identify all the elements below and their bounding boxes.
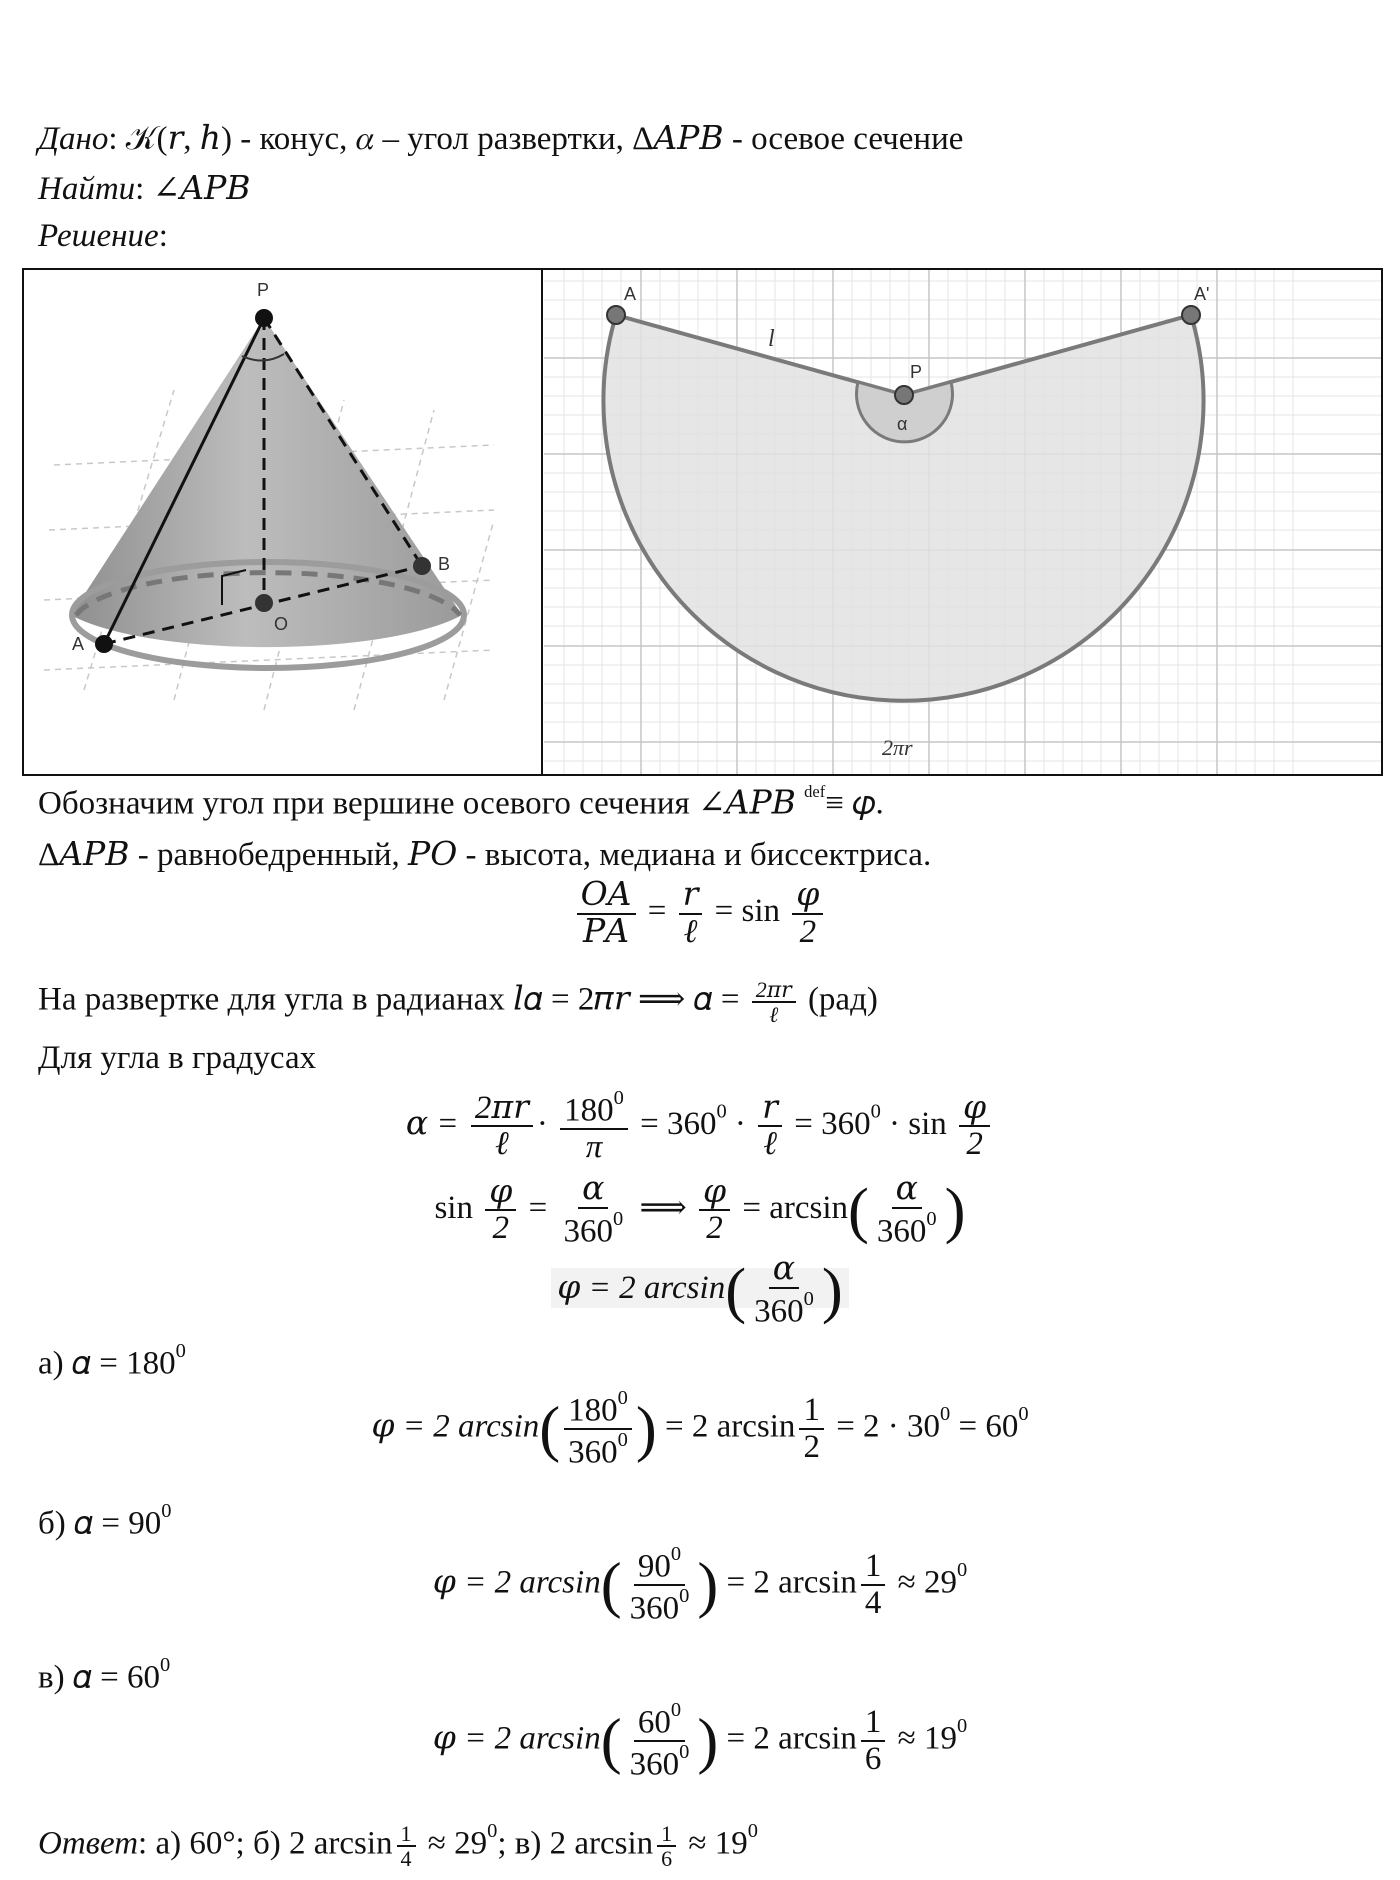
case-b-deg: 0 xyxy=(161,1500,172,1522)
point-o xyxy=(255,594,273,612)
figures-frame xyxy=(22,268,1383,776)
case-b-mid: = 2 arcsin xyxy=(726,1564,857,1601)
case-a-mid: = 2 arcsin xyxy=(665,1408,796,1445)
case-c-lparen: ( xyxy=(600,1705,622,1776)
line1-text: Обозначим угол при вершине осевого сечения ∠𝐴𝑃𝐵 xyxy=(38,785,805,822)
answer-frac1: $\frac{1}{4}$ xyxy=(397,1822,416,1870)
case-a-frac: $\frac{180^0}{360^0}$ xyxy=(564,1388,632,1470)
solution-colon: : xyxy=(158,218,168,254)
case-c-rparen: ) xyxy=(697,1705,719,1776)
figures-svg xyxy=(24,270,1381,774)
sector-figure xyxy=(544,270,1381,774)
case-b-quarter: $\frac{1}{4}$ xyxy=(861,1549,886,1620)
answer-a: : а) 60°; б) 2 arcsin xyxy=(138,1825,393,1862)
case-a-lhs: 𝜑 = 2 arcsin xyxy=(371,1408,540,1445)
sin-text: = sin xyxy=(714,893,781,930)
frac-r-l: $\frac{\text{𝑟}}{\text{ℓ}}$ xyxy=(679,878,703,949)
case-b-deg2: 0 xyxy=(956,1559,968,1582)
line3-end: (рад) xyxy=(799,981,878,1018)
formula-2 xyxy=(0,1088,1400,1165)
case-c-label xyxy=(38,1654,170,1696)
find-text: : ∠𝐴𝑃𝐵 xyxy=(135,171,251,207)
label-l-sector: l xyxy=(768,326,775,352)
case-a-deg2: 0 xyxy=(940,1403,951,1426)
formula-4-highlight xyxy=(551,1251,848,1329)
point-p xyxy=(255,309,273,327)
point-p-sector xyxy=(895,386,913,404)
f2-sin: · sin xyxy=(880,1105,947,1142)
f4-rparen: ) xyxy=(821,1254,843,1325)
line3-text: На развертке для угла в радианах 𝑙𝛼 = 2𝜋𝑟 ⟹ 𝛼 = xyxy=(38,981,748,1018)
answer-line xyxy=(38,1820,758,1870)
label-a2-sector: A' xyxy=(1194,284,1210,304)
line4-text: Для угла в градусах xyxy=(38,1040,317,1076)
case-b-rparen: ) xyxy=(697,1549,719,1620)
cone-figure xyxy=(44,280,494,710)
label-arc-sector: 2πr xyxy=(882,735,913,760)
given-label: Дано xyxy=(38,121,109,157)
formula-3 xyxy=(0,1172,1400,1249)
point-b xyxy=(413,557,431,575)
case-a-text: а) 𝛼 = 180 xyxy=(38,1345,176,1382)
case-b-lhs: 𝜑 = 2 arcsin xyxy=(432,1564,601,1601)
case-b-text: б) 𝛼 = 90 xyxy=(38,1505,162,1542)
answer-deg2: 0 xyxy=(747,1820,759,1842)
case-a-deg3: 0 xyxy=(1018,1403,1029,1426)
formula-1 xyxy=(0,878,1400,949)
case-a-half: $\frac{1}{2}$ xyxy=(799,1393,824,1464)
f2-dot2: · xyxy=(726,1105,755,1142)
case-c-formula xyxy=(0,1700,1400,1782)
case-c-mid: = 2 arcsin xyxy=(726,1720,857,1757)
case-a-deg: 0 xyxy=(175,1340,186,1362)
formula-4 xyxy=(0,1252,1400,1329)
f2-frac1: $\frac{\text{2𝜋𝑟}}{\text{ℓ}}$ xyxy=(471,1091,533,1162)
text-line-3 xyxy=(38,978,878,1026)
case-c-deg: 0 xyxy=(160,1654,171,1676)
f2-dot: · xyxy=(536,1105,548,1142)
f2-frac2: $\frac{180^0}{\pi}$ xyxy=(560,1088,628,1165)
text-line-2 xyxy=(38,834,931,874)
f3-frac1: $\frac{\text{𝜑}}{2}$ xyxy=(485,1175,516,1246)
answer-c: ; в) 2 arcsin xyxy=(497,1825,654,1862)
case-a-rparen: ) xyxy=(635,1393,657,1464)
find-label: Найти xyxy=(38,171,136,207)
solution-label: Решение xyxy=(38,218,159,254)
f4-lhs: 𝜑 = 2 arcsin xyxy=(557,1269,726,1306)
f3-implies: ⟹ xyxy=(639,1189,687,1226)
text-line-4 xyxy=(38,1040,316,1077)
f3-arcsin: = arcsin xyxy=(742,1189,849,1226)
frac-oa-pa: $\frac{\text{𝑂𝐴}}{\text{𝑃𝐴}}$ xyxy=(577,878,636,949)
f2-lhs: 𝛼 = xyxy=(405,1105,459,1142)
answer-deg1: 0 xyxy=(487,1820,498,1842)
f2-deg2: 0 xyxy=(870,1100,881,1123)
f4-lparen: ( xyxy=(725,1254,747,1325)
point-a-sector xyxy=(607,306,625,324)
eq-sign: = xyxy=(647,893,667,930)
frac-phi-2: $\frac{\text{𝜑}}{2}$ xyxy=(792,878,823,949)
answer-d: ≈ 19 xyxy=(680,1825,748,1862)
case-c-lhs: 𝜑 = 2 arcsin xyxy=(432,1720,601,1757)
case-c-frac: $\frac{60^0}{360^0}$ xyxy=(629,1699,690,1783)
case-a-rest2: = 60 xyxy=(950,1408,1019,1445)
label-a-sector: A xyxy=(624,284,637,304)
point-a xyxy=(95,635,113,653)
f3-eq: = xyxy=(528,1189,548,1226)
case-b-lparen: ( xyxy=(600,1549,622,1620)
f3-lparen: ( xyxy=(848,1174,869,1245)
case-c-rest: ≈ 19 xyxy=(897,1720,957,1757)
given-line xyxy=(38,118,963,158)
case-a-label xyxy=(38,1340,186,1382)
point-a2-sector xyxy=(1182,306,1200,324)
answer-b: ≈ 29 xyxy=(419,1825,488,1862)
case-b-label xyxy=(38,1500,171,1542)
answer-frac2: $\frac{1}{6}$ xyxy=(657,1822,676,1870)
f2-mid2: = 360 xyxy=(794,1105,871,1142)
label-p-sector: P xyxy=(910,362,923,382)
f2-frac4: $\frac{\text{𝜑}}{2}$ xyxy=(959,1091,990,1162)
case-a-formula xyxy=(0,1388,1400,1470)
line2-text: Δ𝐴𝑃𝐵 - равнобедренный, 𝑃𝑂 - высота, медиана и биссектриса. xyxy=(38,837,932,873)
label-a: A xyxy=(72,634,85,654)
f3-sin: sin xyxy=(434,1189,473,1226)
f3-rparen: ) xyxy=(944,1174,966,1245)
frac-2pir-l: $\frac{\text{2𝜋𝑟}}{\text{ℓ}}$ xyxy=(752,978,796,1026)
case-c-deg2: 0 xyxy=(956,1715,968,1738)
case-b-formula xyxy=(0,1544,1400,1626)
case-b-frac: $\frac{90^0}{360^0}$ xyxy=(629,1543,690,1627)
answer-label: Ответ xyxy=(38,1825,139,1862)
case-c-text: в) 𝛼 = 60 xyxy=(38,1659,161,1696)
line1-end: ≡ 𝜑. xyxy=(825,785,884,822)
f3-frac3: $\frac{\text{𝜑}}{2}$ xyxy=(699,1175,730,1246)
f2-mid1: = 360 xyxy=(640,1105,717,1142)
label-o: O xyxy=(274,614,289,634)
text-line-1 xyxy=(38,782,884,823)
f3-frac4: $\frac{\text{𝛼}}{360^0}$ xyxy=(876,1171,937,1249)
case-c-sixth: $\frac{1}{6}$ xyxy=(861,1705,886,1776)
case-a-lparen: ( xyxy=(539,1393,561,1464)
sector-fill xyxy=(603,315,1203,701)
solution-line xyxy=(38,218,168,255)
def-mark: def xyxy=(804,782,826,801)
case-b-rest: ≈ 29 xyxy=(897,1564,957,1601)
label-p: P xyxy=(257,280,270,300)
f2-deg1: 0 xyxy=(716,1100,727,1123)
case-a-rest: = 2 · 30 xyxy=(836,1408,941,1445)
find-line xyxy=(38,168,251,208)
f4-frac: $\frac{\text{𝛼}}{360^0}$ xyxy=(754,1251,814,1329)
label-b: B xyxy=(438,554,451,574)
label-alpha-sector: α xyxy=(897,414,908,434)
f2-frac3: $\frac{\text{𝑟}}{\text{ℓ}}$ xyxy=(758,1091,782,1162)
f3-frac2: $\frac{\text{𝛼}}{360^0}$ xyxy=(563,1171,624,1249)
given-text: : 𝒦(𝑟, ℎ) - конус, 𝛼 – угол развертки, Δ𝐴𝑃𝐵 - осевое сечение xyxy=(108,121,964,157)
